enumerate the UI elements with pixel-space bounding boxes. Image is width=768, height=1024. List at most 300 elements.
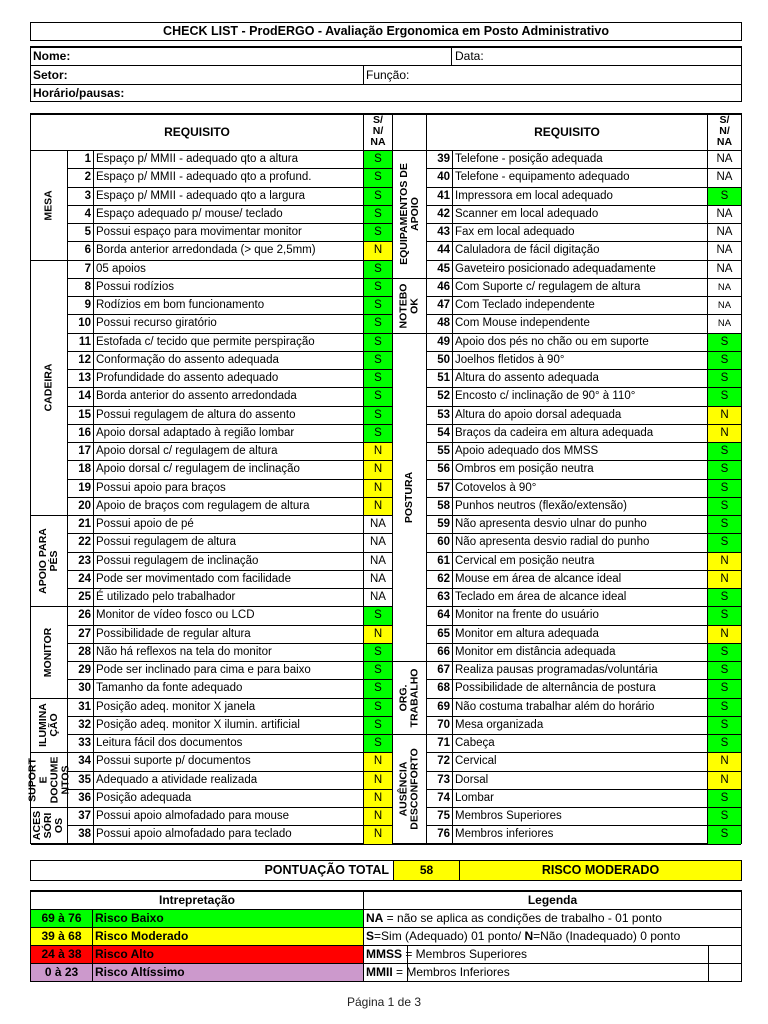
- group-label-text: ACES SÓRI OS: [31, 811, 66, 841]
- item-requirement: Possui apoio para braços: [94, 480, 364, 497]
- item-number: 68: [427, 680, 453, 697]
- item-answer[interactable]: N: [708, 407, 741, 424]
- item-number: 46: [427, 279, 453, 296]
- risk-level: Risco Baixo: [95, 911, 164, 925]
- checklist-table: [26, 113, 742, 844]
- item-requirement: Pode ser movimentado com facilidade: [94, 571, 364, 588]
- item-answer[interactable]: N: [364, 443, 393, 460]
- legend-row: [364, 964, 741, 982]
- legend-text: =Sim (Adequado) 01 ponto/: [374, 929, 525, 943]
- checklist-row: [68, 315, 393, 333]
- item-requirement: Mouse em área de alcance ideal: [453, 571, 708, 588]
- checklist-row: [427, 516, 741, 534]
- checklist-row: [427, 571, 741, 589]
- checklist-row: [68, 826, 393, 844]
- item-requirement: É utilizado pelo trabalhador: [94, 589, 364, 606]
- item-requirement: Posição adeq. monitor X ilumin. artificial: [94, 717, 364, 734]
- item-answer[interactable]: S: [364, 699, 393, 716]
- item-answer[interactable]: N: [364, 826, 393, 843]
- item-number: 32: [68, 717, 94, 734]
- item-answer[interactable]: S: [364, 388, 393, 405]
- item-requirement: Apoio de braços com regulagem de altura: [94, 498, 364, 515]
- item-number: 10: [68, 315, 94, 332]
- item-answer[interactable]: S: [708, 808, 741, 825]
- legend-row: [364, 910, 741, 928]
- item-answer[interactable]: S: [364, 662, 393, 679]
- item-number: 3: [68, 188, 94, 205]
- group-label-text: EQUIPAMENTOS DE APOIO: [397, 163, 421, 266]
- legend-text: = Membros Inferiores: [392, 965, 510, 979]
- legend-row: [364, 928, 741, 946]
- checklist-row: [427, 644, 741, 662]
- item-number: 7: [68, 261, 94, 278]
- data-field[interactable]: Data:: [452, 48, 741, 66]
- item-answer[interactable]: S: [708, 443, 741, 460]
- item-number: 41: [427, 188, 453, 205]
- item-number: 69: [427, 699, 453, 716]
- legend-text: =Não (Inadequado) 0 ponto: [533, 929, 681, 943]
- item-answer[interactable]: S: [708, 790, 741, 807]
- nome-field[interactable]: Nome:: [31, 48, 452, 66]
- checklist-row: [68, 626, 393, 644]
- item-answer[interactable]: N: [708, 553, 741, 570]
- checklist-row: [427, 352, 741, 370]
- item-requirement: Espaço p/ MMII - adequado qto a largura: [94, 188, 364, 205]
- legend-code: N: [524, 929, 534, 943]
- item-answer[interactable]: S: [364, 315, 393, 332]
- checklist-row: [427, 534, 741, 552]
- item-requirement: Com Teclado independente: [453, 297, 708, 314]
- item-answer[interactable]: N: [708, 571, 741, 588]
- item-number: 25: [68, 589, 94, 606]
- item-requirement: Altura do assento adequada: [453, 370, 708, 387]
- item-requirement: Possui apoio de pé: [94, 516, 364, 533]
- item-requirement: Encosto c/ inclinação de 90° à 110°: [453, 388, 708, 405]
- item-number: 60: [427, 534, 453, 551]
- item-answer[interactable]: S: [364, 261, 393, 278]
- item-requirement: Apoio dorsal c/ regulagem de inclinação: [94, 461, 364, 478]
- checklist-row: [68, 808, 393, 826]
- item-requirement: Membros Superiores: [453, 808, 708, 825]
- item-number: 38: [68, 826, 94, 843]
- page-number: Página 1 de 3: [346, 995, 422, 1009]
- item-answer[interactable]: NA: [708, 242, 741, 259]
- item-number: 28: [68, 644, 94, 661]
- item-number: 63: [427, 589, 453, 606]
- item-answer[interactable]: S: [708, 498, 741, 515]
- item-number: 6: [68, 242, 94, 259]
- item-answer[interactable]: N: [364, 498, 393, 515]
- legend-code: MMII: [366, 965, 393, 979]
- item-number: 21: [68, 516, 94, 533]
- item-number: 59: [427, 516, 453, 533]
- item-requirement: Membros inferiores: [453, 826, 708, 843]
- item-requirement: Caluladora de fácil digitação: [453, 242, 708, 259]
- left-requisito-header: REQUISITO: [31, 115, 364, 151]
- item-answer[interactable]: S: [708, 516, 741, 533]
- item-requirement: Profundidade do assento adequado: [94, 370, 364, 387]
- group-label-text: MONITOR: [42, 627, 55, 678]
- item-number: 8: [68, 279, 94, 296]
- item-requirement: Espaço p/ MMII - adequado qto a altura: [94, 151, 364, 168]
- item-requirement: Monitor em altura adequada: [453, 626, 708, 643]
- score-range: 0 à 23: [31, 964, 93, 981]
- checklist-row: [427, 753, 741, 771]
- item-answer[interactable]: S: [364, 352, 393, 369]
- item-number: 73: [427, 772, 453, 789]
- checklist-row: [427, 461, 741, 479]
- checklist-row: [68, 790, 393, 808]
- risk-result: RISCO MODERADO: [460, 861, 741, 880]
- item-answer[interactable]: S: [708, 334, 741, 351]
- item-number: 45: [427, 261, 453, 278]
- item-answer[interactable]: NA: [708, 151, 741, 168]
- item-answer[interactable]: NA: [708, 224, 741, 241]
- item-number: 71: [427, 735, 453, 752]
- item-answer[interactable]: N: [364, 480, 393, 497]
- checklist-row: [427, 297, 741, 315]
- item-requirement: Borda anterior do assento arredondada: [94, 388, 364, 405]
- item-requirement: Não há reflexos na tela do monitor: [94, 644, 364, 661]
- legend-code: S: [366, 929, 375, 943]
- checklist-row: [427, 242, 741, 260]
- item-answer[interactable]: NA: [364, 516, 393, 533]
- item-answer[interactable]: S: [708, 644, 741, 661]
- item-number: 54: [427, 425, 453, 442]
- item-requirement: Cervical em posição neutra: [453, 553, 708, 570]
- item-number: 26: [68, 607, 94, 624]
- item-answer[interactable]: NA: [708, 206, 741, 223]
- score-range: 24 à 38: [31, 946, 93, 963]
- group-label-text: CADEIRA: [42, 363, 55, 412]
- item-answer[interactable]: S: [708, 699, 741, 716]
- item-answer[interactable]: S: [364, 169, 393, 186]
- item-answer[interactable]: S: [364, 297, 393, 314]
- checklist-row: [68, 334, 393, 352]
- item-requirement: Punhos neutros (flexão/extensão): [453, 498, 708, 515]
- item-number: 16: [68, 425, 94, 442]
- checklist-row: [427, 388, 741, 406]
- item-requirement: Não costuma trabalhar além do horário: [453, 699, 708, 716]
- item-answer[interactable]: N: [364, 808, 393, 825]
- item-answer[interactable]: N: [708, 753, 741, 770]
- item-requirement: Braços da cadeira em altura adequada: [453, 425, 708, 442]
- checklist-row: [427, 188, 741, 206]
- item-answer[interactable]: N: [364, 461, 393, 478]
- total-label: PONTUAÇÃO TOTAL: [264, 863, 389, 877]
- item-requirement: Possui rodízios: [94, 279, 364, 296]
- item-number: 40: [427, 169, 453, 186]
- item-answer[interactable]: S: [708, 388, 741, 405]
- checklist-row: [427, 680, 741, 698]
- item-answer[interactable]: S: [708, 370, 741, 387]
- item-number: 23: [68, 553, 94, 570]
- item-requirement: Monitor de vídeo fosco ou LCD: [94, 607, 364, 624]
- checklist-row: [68, 571, 393, 589]
- group-label: [393, 735, 427, 845]
- checklist-row: [68, 388, 393, 406]
- item-number: 70: [427, 717, 453, 734]
- item-number: 29: [68, 662, 94, 679]
- item-number: 67: [427, 662, 453, 679]
- item-requirement: 05 apoios: [94, 261, 364, 278]
- item-answer[interactable]: NA: [708, 315, 741, 332]
- item-requirement: Não apresenta desvio radial do punho: [453, 534, 708, 551]
- item-answer[interactable]: S: [708, 607, 741, 624]
- item-answer[interactable]: N: [708, 425, 741, 442]
- item-requirement: Cabeça: [453, 735, 708, 752]
- group-label-text: APOIO PARA PÉS: [37, 528, 61, 594]
- item-number: 51: [427, 370, 453, 387]
- item-answer[interactable]: S: [708, 461, 741, 478]
- item-requirement: Possui suporte p/ documentos: [94, 753, 364, 770]
- funcao-field[interactable]: Função:: [364, 66, 741, 85]
- checklist-row: [68, 772, 393, 790]
- item-answer[interactable]: NA: [364, 571, 393, 588]
- interpretation-row: [31, 964, 364, 982]
- checklist-row: [68, 297, 393, 315]
- item-answer[interactable]: S: [364, 607, 393, 624]
- item-answer[interactable]: NA: [708, 169, 741, 186]
- group-label: [31, 808, 68, 845]
- item-answer[interactable]: N: [364, 626, 393, 643]
- item-answer[interactable]: NA: [364, 553, 393, 570]
- item-requirement: Rodízios em bom funcionamento: [94, 297, 364, 314]
- item-requirement: Monitor em distância adequada: [453, 644, 708, 661]
- group-label: [31, 151, 68, 261]
- item-number: 53: [427, 407, 453, 424]
- item-answer[interactable]: S: [364, 370, 393, 387]
- checklist-row: [427, 717, 741, 735]
- item-requirement: Monitor na frente do usuário: [453, 607, 708, 624]
- checklist-row: [68, 169, 393, 187]
- item-answer[interactable]: S: [364, 717, 393, 734]
- item-number: 37: [68, 808, 94, 825]
- item-answer[interactable]: NA: [708, 297, 741, 314]
- item-requirement: Possui apoio almofadado para teclado: [94, 826, 364, 843]
- item-number: 14: [68, 388, 94, 405]
- item-number: 30: [68, 680, 94, 697]
- item-answer[interactable]: S: [708, 680, 741, 697]
- legend-text: = não se aplica as condições de trabalho - 01 ponto: [383, 911, 662, 925]
- checklist-row: [68, 224, 393, 242]
- item-requirement: Teclado em área de alcance ideal: [453, 589, 708, 606]
- item-requirement: Tamanho da fonte adequado: [94, 680, 364, 697]
- checklist-row: [68, 443, 393, 461]
- item-number: 55: [427, 443, 453, 460]
- item-number: 57: [427, 480, 453, 497]
- item-answer[interactable]: S: [708, 589, 741, 606]
- item-requirement: Lombar: [453, 790, 708, 807]
- group-label-text: POSTURA: [403, 471, 415, 523]
- checklist-row: [427, 626, 741, 644]
- item-requirement: Possui regulagem de altura do assento: [94, 407, 364, 424]
- item-requirement: Fax em local adequado: [453, 224, 708, 241]
- item-number: 12: [68, 352, 94, 369]
- item-number: 76: [427, 826, 453, 843]
- risk-level: Risco Altíssimo: [95, 965, 185, 979]
- item-answer[interactable]: N: [364, 772, 393, 789]
- item-answer[interactable]: S: [364, 279, 393, 296]
- item-answer[interactable]: S: [364, 407, 393, 424]
- setor-field[interactable]: Setor:: [31, 66, 364, 85]
- item-number: 65: [427, 626, 453, 643]
- item-requirement: Possui recurso giratório: [94, 315, 364, 332]
- item-number: 20: [68, 498, 94, 515]
- checklist-row: [68, 644, 393, 662]
- checklist-row: [68, 662, 393, 680]
- checklist-row: [68, 607, 393, 625]
- item-answer[interactable]: S: [708, 188, 741, 205]
- item-number: 9: [68, 297, 94, 314]
- checklist-row: [68, 261, 393, 279]
- item-answer[interactable]: NA: [364, 589, 393, 606]
- item-number: 47: [427, 297, 453, 314]
- item-requirement: Telefone - posição adequada: [453, 151, 708, 168]
- checklist-row: [68, 735, 393, 753]
- checklist-row: [427, 279, 741, 297]
- item-answer[interactable]: N: [708, 772, 741, 789]
- checklist-row: [427, 699, 741, 717]
- item-number: 72: [427, 753, 453, 770]
- checklist-row: [427, 261, 741, 279]
- item-number: 62: [427, 571, 453, 588]
- checklist-row: [68, 242, 393, 260]
- checklist-row: [68, 480, 393, 498]
- checklist-row: [68, 717, 393, 735]
- item-answer[interactable]: S: [708, 662, 741, 679]
- item-answer[interactable]: NA: [364, 534, 393, 551]
- item-answer[interactable]: S: [708, 352, 741, 369]
- checklist-row: [68, 699, 393, 717]
- item-requirement: Espaço adequado p/ mouse/ teclado: [94, 206, 364, 223]
- checklist-row: [427, 407, 741, 425]
- item-number: 11: [68, 334, 94, 351]
- item-answer[interactable]: NA: [708, 261, 741, 278]
- item-requirement: Leitura fácil dos documentos: [94, 735, 364, 752]
- item-number: 39: [427, 151, 453, 168]
- item-requirement: Realiza pausas programadas/voluntária: [453, 662, 708, 679]
- item-requirement: Com Mouse independente: [453, 315, 708, 332]
- item-number: 66: [427, 644, 453, 661]
- checklist-row: [427, 206, 741, 224]
- horario-field[interactable]: Horário/pausas:: [33, 86, 125, 100]
- item-number: 50: [427, 352, 453, 369]
- score-range: 39 à 68: [31, 928, 93, 945]
- item-answer[interactable]: S: [708, 826, 741, 843]
- group-label-text: SUPORT E DOCUME NTOS: [26, 756, 72, 804]
- legend-code: NA: [366, 911, 384, 925]
- checklist-row: [427, 443, 741, 461]
- item-answer[interactable]: S: [364, 224, 393, 241]
- legend-text: = Membros Superiores: [402, 947, 528, 961]
- item-requirement: Cotovelos à 90°: [453, 480, 708, 497]
- item-answer[interactable]: N: [708, 626, 741, 643]
- item-answer[interactable]: S: [364, 334, 393, 351]
- item-number: 44: [427, 242, 453, 259]
- item-answer[interactable]: S: [364, 680, 393, 697]
- item-number: 75: [427, 808, 453, 825]
- item-answer[interactable]: S: [708, 717, 741, 734]
- item-answer[interactable]: S: [364, 735, 393, 752]
- checklist-row: [427, 589, 741, 607]
- item-answer[interactable]: S: [364, 425, 393, 442]
- checklist-row: [427, 553, 741, 571]
- item-requirement: Espaço p/ MMII - adequado qto a profund.: [94, 169, 364, 186]
- item-number: 58: [427, 498, 453, 515]
- form-title: CHECK LIST - ProdERGO - Avaliação Ergonomica em Posto Administrativo: [30, 22, 742, 41]
- group-label: [393, 334, 427, 663]
- checklist-row: [68, 498, 393, 516]
- item-answer[interactable]: S: [364, 644, 393, 661]
- checklist-row: [68, 151, 393, 169]
- checklist-row: [68, 680, 393, 698]
- group-label: [393, 151, 427, 279]
- item-answer[interactable]: N: [364, 790, 393, 807]
- item-answer[interactable]: S: [708, 534, 741, 551]
- item-requirement: Pode ser inclinado para cima e para baixo: [94, 662, 364, 679]
- item-number: 61: [427, 553, 453, 570]
- item-answer[interactable]: N: [364, 753, 393, 770]
- item-answer[interactable]: NA: [708, 279, 741, 296]
- item-number: 15: [68, 407, 94, 424]
- group-label-text: ORG. TRABALHO: [397, 668, 421, 728]
- checklist-row: [427, 169, 741, 187]
- legend-code: MMSS: [366, 947, 402, 961]
- interpretation-header: Intrepretação: [31, 892, 364, 910]
- item-number: 22: [68, 534, 94, 551]
- checklist-row: [427, 425, 741, 443]
- item-number: 27: [68, 626, 94, 643]
- item-requirement: Apoio dorsal c/ regulagem de altura: [94, 443, 364, 460]
- group-label: [393, 662, 427, 735]
- checklist-row: [68, 188, 393, 206]
- checklist-row: [68, 425, 393, 443]
- header-spacer: [393, 115, 427, 151]
- item-requirement: Gaveteiro posicionado adequadamente: [453, 261, 708, 278]
- checklist-row: [68, 279, 393, 297]
- checklist-row: [68, 206, 393, 224]
- item-requirement: Posição adeq. monitor X janela: [94, 699, 364, 716]
- checklist-row: [68, 534, 393, 552]
- legend-header: Legenda: [364, 892, 741, 910]
- item-answer[interactable]: S: [364, 206, 393, 223]
- checklist-row: [427, 772, 741, 790]
- item-answer[interactable]: S: [364, 188, 393, 205]
- item-number: 74: [427, 790, 453, 807]
- item-number: 36: [68, 790, 94, 807]
- item-requirement: Estofada c/ tecido que permite perspiração: [94, 334, 364, 351]
- item-number: 13: [68, 370, 94, 387]
- item-number: 48: [427, 315, 453, 332]
- item-answer[interactable]: S: [708, 480, 741, 497]
- item-requirement: Borda anterior arredondada (> que 2,5mm): [94, 242, 364, 259]
- item-answer[interactable]: N: [364, 242, 393, 259]
- item-number: 5: [68, 224, 94, 241]
- item-answer[interactable]: S: [364, 151, 393, 168]
- item-requirement: Possui regulagem de altura: [94, 534, 364, 551]
- item-number: 1: [68, 151, 94, 168]
- item-number: 33: [68, 735, 94, 752]
- checklist-row: [427, 826, 741, 844]
- item-answer[interactable]: S: [708, 735, 741, 752]
- item-number: 17: [68, 443, 94, 460]
- group-label: [393, 279, 427, 334]
- checklist-row: [68, 461, 393, 479]
- checklist-row: [68, 407, 393, 425]
- item-number: 64: [427, 607, 453, 624]
- item-number: 4: [68, 206, 94, 223]
